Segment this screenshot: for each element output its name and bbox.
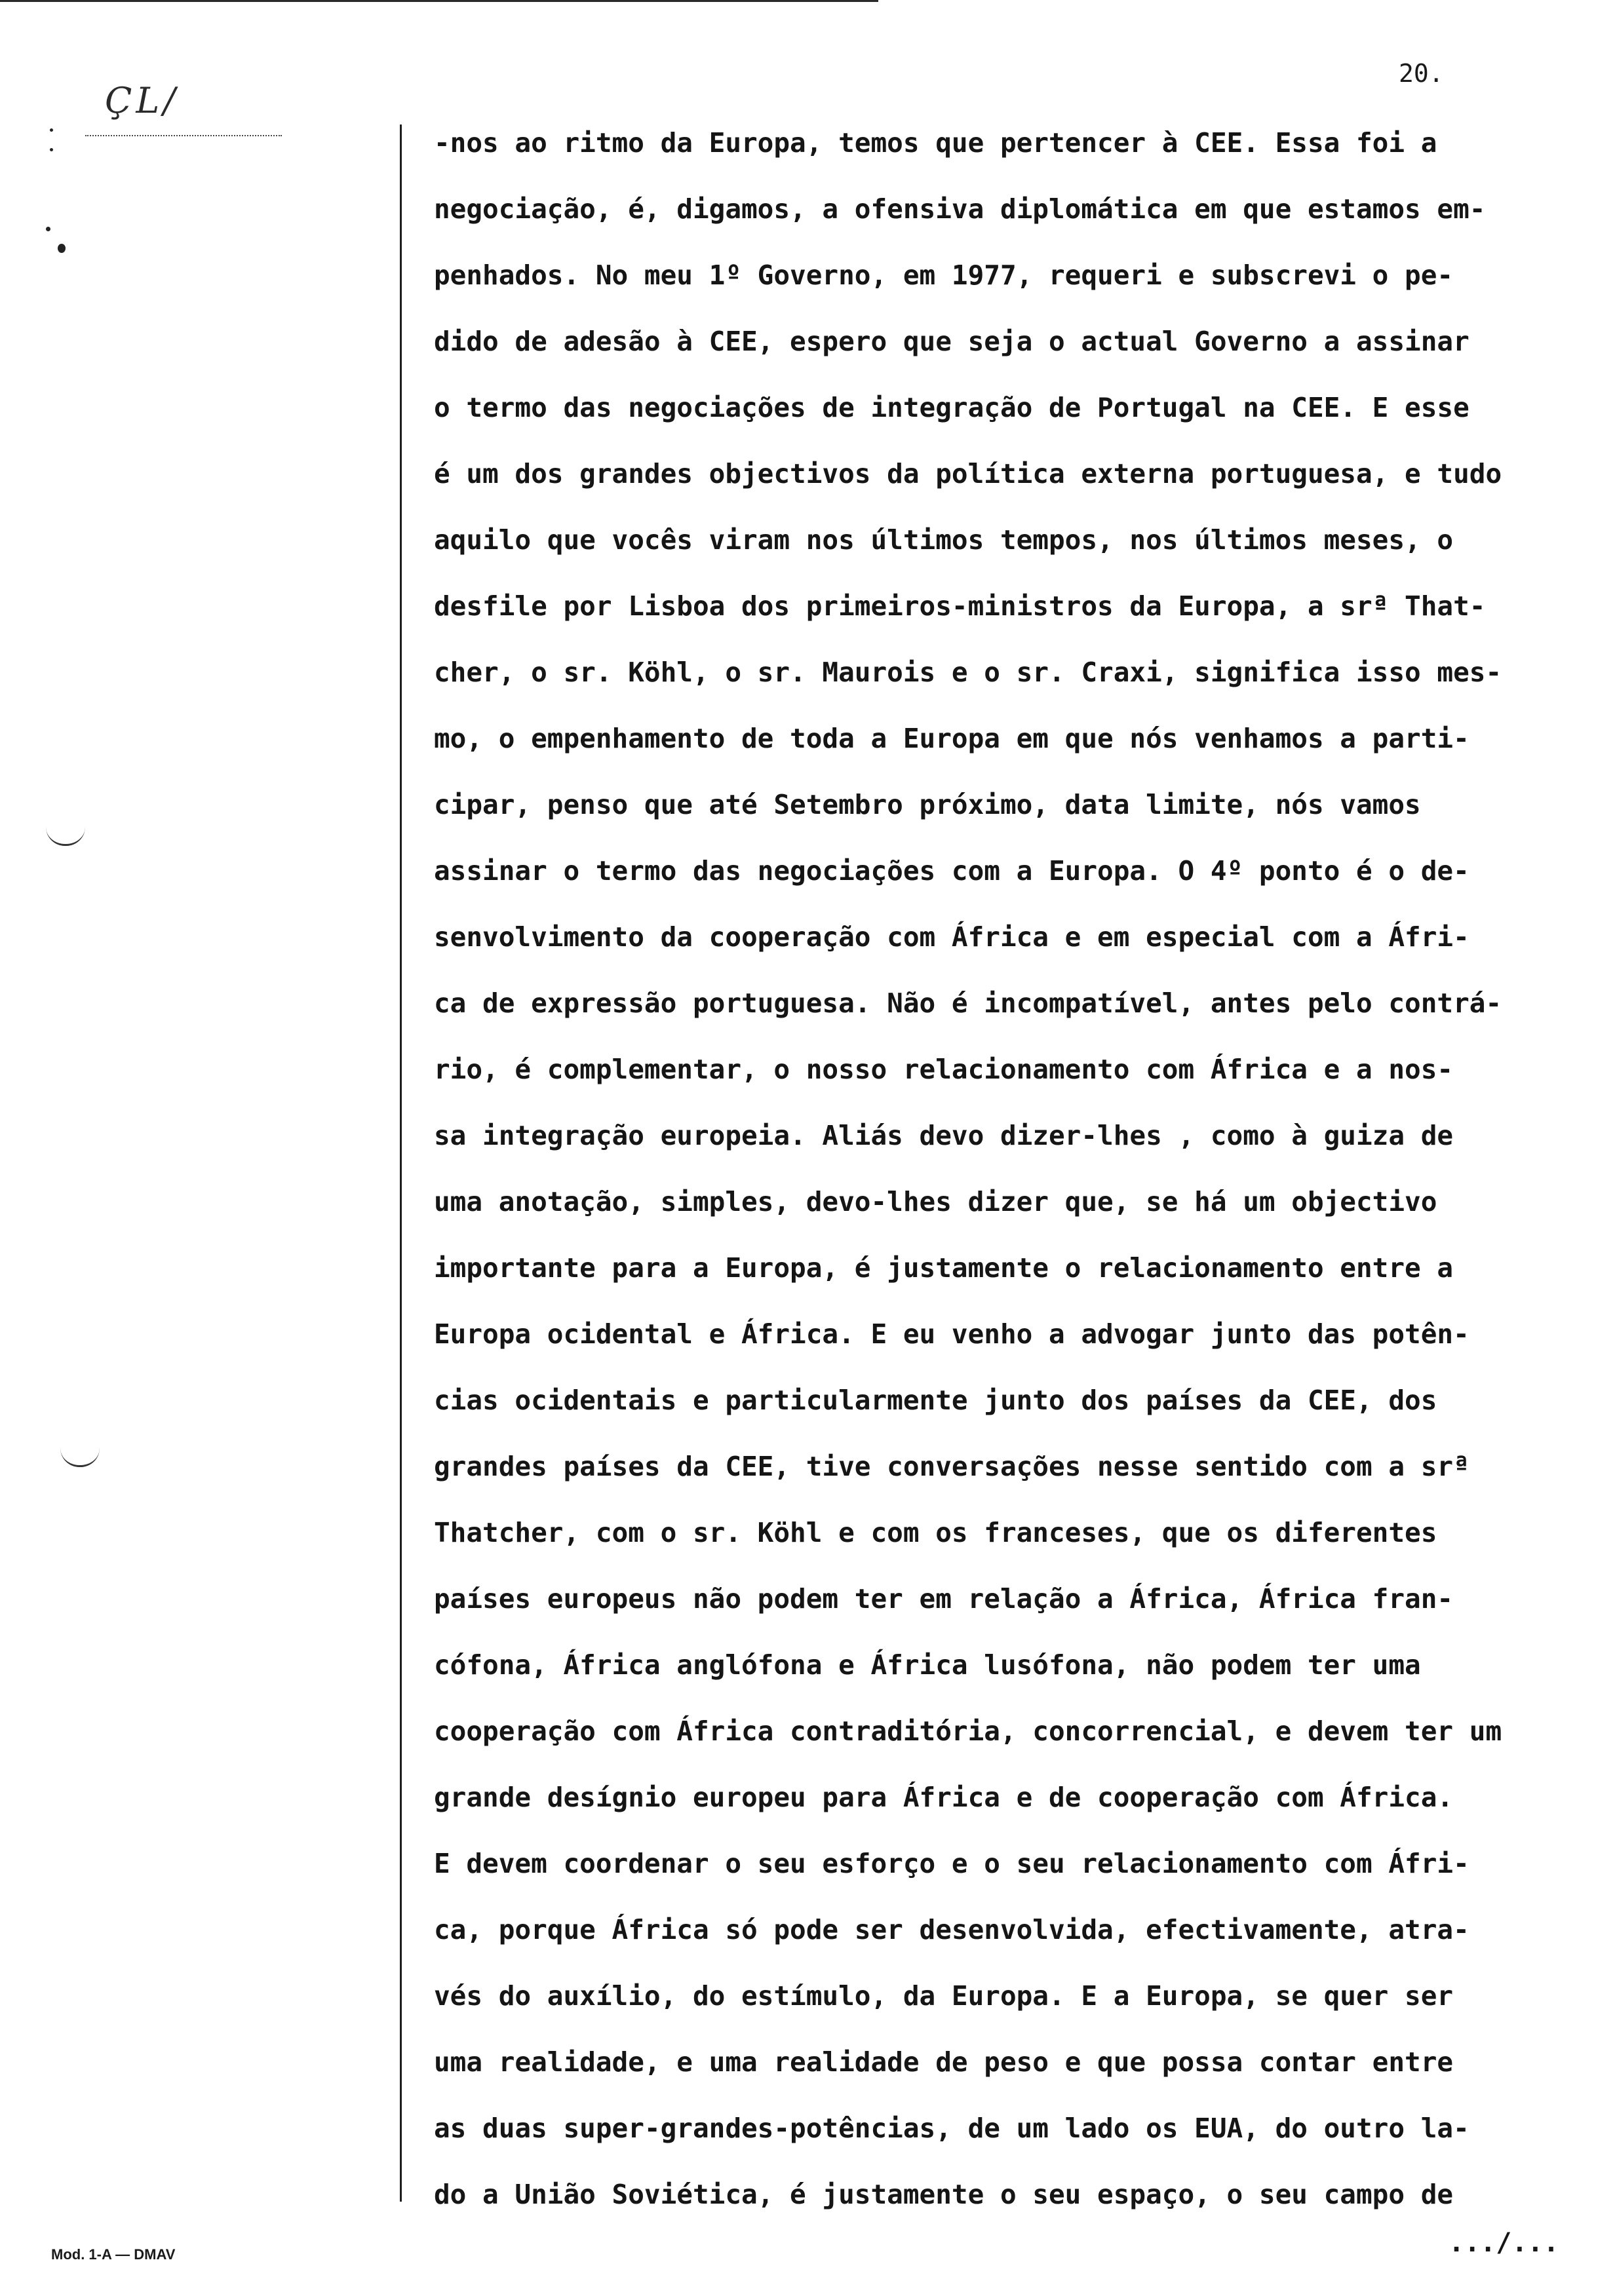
text-line: cher, o sr. Köhl, o sr. Maurois e o sr. Craxi, significa isso mes- <box>434 657 1502 688</box>
text-line: as duas super-grandes-potências, de um lado os EUA, do outro la- <box>434 2113 1469 2144</box>
margin-annotation <box>85 80 282 136</box>
text-line: ca de expressão portuguesa. Não é incompatível, antes pelo contrá- <box>434 987 1502 1019</box>
text-line: cias ocidentais e particularmente junto dos países da CEE, dos <box>434 1385 1437 1416</box>
margin-tick-mark <box>46 827 85 846</box>
margin-rule <box>400 124 402 2202</box>
text-line: grande desígnio europeu para África e de cooperação com África. <box>434 1782 1454 1813</box>
text-line: rio, é complementar, o nosso relacionamento com África e a nos- <box>434 1054 1454 1085</box>
body-text <box>434 110 1614 2228</box>
page-number: 20. <box>1399 59 1444 88</box>
text-line: do a União Soviética, é justamente o seu espaço, o seu campo de <box>434 2179 1454 2210</box>
text-line: cooperação com África contraditória, concorrencial, e devem ter um <box>434 1715 1502 1747</box>
text-line: grandes países da CEE, tive conversações nesse sentido com a srª <box>434 1451 1469 1482</box>
top-rule <box>0 0 878 2</box>
text-line: vés do auxílio, do estímulo, da Europa. E a Europa, se quer ser <box>434 1980 1454 2012</box>
text-line: desfile por Lisboa dos primeiros-ministros da Europa, a srª That- <box>434 590 1486 622</box>
margin-dot <box>58 244 66 253</box>
continuation-mark: .../... <box>1449 2228 1559 2258</box>
text-line: assinar o termo das negociações com a Europa. O 4º ponto é o de- <box>434 855 1469 887</box>
margin-dot <box>50 128 53 132</box>
text-line: sa integração europeia. Aliás devo dizer-lhes , como à guiza de <box>434 1120 1454 1151</box>
text-line: o termo das negociações de integração de Portugal na CEE. E esse <box>434 392 1469 423</box>
form-code: Mod. 1-A — DMAV <box>51 2246 176 2263</box>
text-line: E devem coordenar o seu esforço e o seu relacionamento com Áfri- <box>434 1848 1469 1879</box>
text-line: negociação, é, digamos, a ofensiva diplomática em que estamos em- <box>434 193 1486 225</box>
handwritten-note: ÇL/ <box>105 80 180 121</box>
text-line: é um dos grandes objectivos da política externa portuguesa, e tudo <box>434 458 1502 489</box>
text-line: Thatcher, com o sr. Köhl e com os franceses, que os diferentes <box>434 1517 1437 1548</box>
text-line: cipar, penso que até Setembro próximo, data limite, nós vamos <box>434 789 1421 820</box>
text-line: Europa ocidental e África. E eu venho a advogar junto das potên- <box>434 1318 1469 1350</box>
margin-tick-mark <box>60 1448 100 1467</box>
text-line: importante para a Europa, é justamente o relacionamento entre a <box>434 1252 1454 1284</box>
text-line: ca, porque África só pode ser desenvolvida, efectivamente, atra- <box>434 1914 1469 1945</box>
text-line: mo, o empenhamento de toda a Europa em que nós venhamos a parti- <box>434 723 1469 754</box>
text-line: países europeus não podem ter em relação a África, África fran- <box>434 1583 1454 1615</box>
text-line: uma anotação, simples, devo-lhes dizer que, se há um objectivo <box>434 1186 1437 1217</box>
text-line: penhados. No meu 1º Governo, em 1977, requeri e subscrevi o pe- <box>434 259 1454 291</box>
text-line: cófona, África anglófona e África lusófona, não podem ter uma <box>434 1649 1421 1681</box>
text-line: dido de adesão à CEE, espero que seja o actual Governo a assinar <box>434 326 1469 357</box>
text-line: -nos ao ritmo da Europa, temos que pertencer à CEE. Essa foi a <box>434 127 1437 159</box>
margin-dot <box>50 148 53 151</box>
margin-dot <box>46 227 50 231</box>
text-line: uma realidade, e uma realidade de peso e que possa contar entre <box>434 2046 1454 2078</box>
text-line: aquilo que vocês viram nos últimos tempos, nos últimos meses, o <box>434 524 1454 556</box>
text-line: senvolvimento da cooperação com África e em especial com a Áfri- <box>434 921 1469 953</box>
